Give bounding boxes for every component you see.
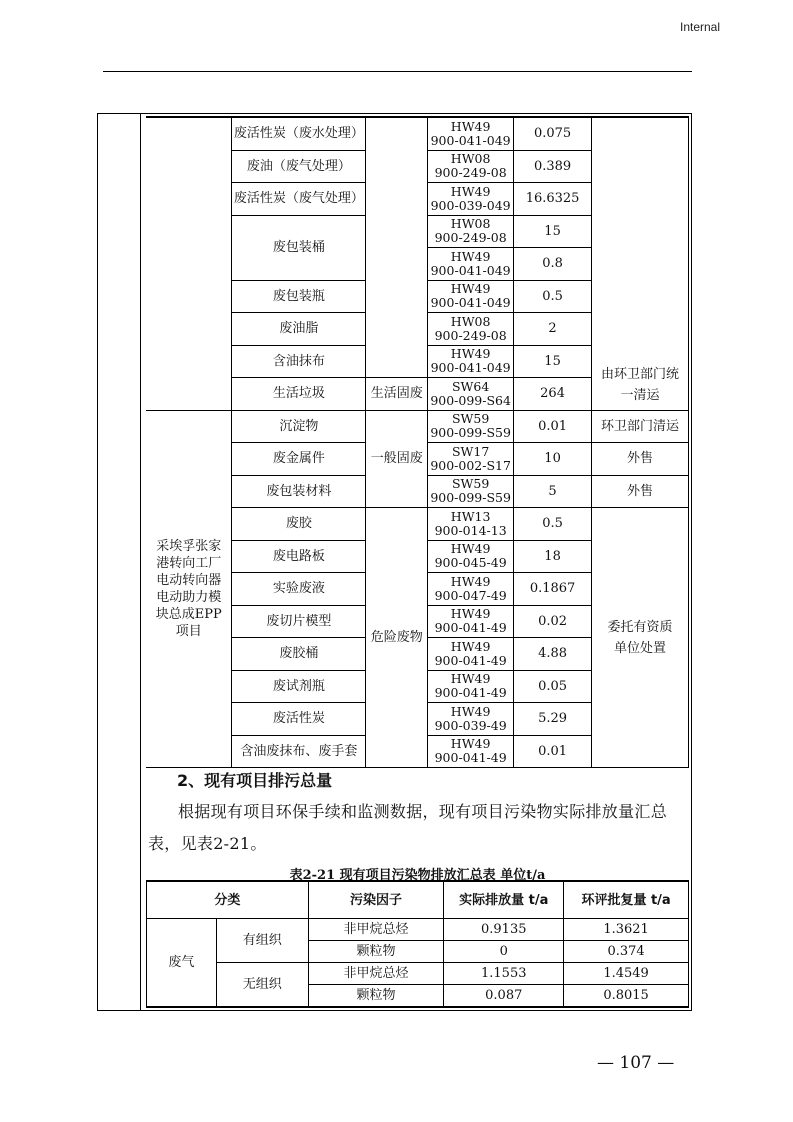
amount-cell: 5.29 [514, 703, 592, 736]
waste-code-line: 900-041-049 [430, 262, 511, 278]
waste-name-cell: 废包装桶 [232, 215, 366, 280]
header-factor: 污染因子 [308, 881, 444, 919]
waste-name-cell: 废油（废气处理） [232, 150, 366, 183]
amount-cell: 0.075 [514, 117, 592, 150]
emission-header-row [147, 881, 689, 919]
waste-code-line: 900-045-49 [434, 555, 507, 571]
factor-cell: 非甲烷总烃 [308, 963, 444, 985]
waste-code-cell [428, 410, 514, 443]
disposal-cell: 外售 [592, 475, 689, 508]
waste-code-line: SW59 [451, 411, 490, 427]
waste-code-line: HW49 [450, 183, 491, 199]
waste-code-line: 900-099-S64 [430, 392, 511, 408]
waste-code-cell [428, 117, 514, 150]
section-title: 2、现有项目排污总量 [177, 771, 333, 790]
waste-code-cell [428, 443, 514, 476]
waste-code-line: 900-041-49 [434, 750, 507, 766]
waste-code-line: HW49 [450, 346, 491, 362]
emission-table-title: 表2-21 现有项目污染物排放汇总表 单位t/a [289, 868, 546, 883]
category-cell-blank [366, 117, 428, 378]
amount-cell: 0.01 [514, 410, 592, 443]
waste-code-line: 900-039-49 [434, 717, 507, 733]
waste-code-line: 900-249-08 [434, 230, 507, 246]
actual-cell: 0.087 [444, 985, 564, 1008]
header-approved: 环评批复量 t/a [564, 881, 689, 919]
factor-cell: 颗粒物 [308, 941, 444, 963]
category-cell: 一般固废 [366, 410, 428, 508]
classification-label: Internal [680, 20, 721, 34]
waste-name-cell: 含油抹布 [232, 345, 366, 378]
waste-name-cell: 生活垃圾 [232, 378, 366, 411]
waste-code-line: 900-039-049 [430, 197, 511, 213]
approved-cell: 0.8015 [564, 985, 689, 1008]
amount-cell: 0.01 [514, 735, 592, 768]
amount-cell: 5 [514, 475, 592, 508]
project-cell-blank [146, 117, 232, 410]
amount-cell: 264 [514, 378, 592, 411]
waste-code-line: HW08 [450, 216, 491, 232]
waste-code-cell [428, 313, 514, 346]
waste-code-cell [428, 573, 514, 606]
approved-cell: 0.374 [564, 941, 689, 963]
waste-code-cell [428, 378, 514, 411]
waste-name-cell: 实验废液 [232, 573, 366, 606]
amount-cell: 0.5 [514, 508, 592, 541]
section-paragraph: 根据现有项目环保手续和监测数据，现有项目污染物实际排放量汇总表，见表2-21。 [148, 802, 668, 853]
table-row [146, 410, 689, 443]
disposal-cell: 委托有资质单位处置 [592, 508, 689, 768]
disposal-cell: 外售 [592, 443, 689, 476]
waste-code-line: HW49 [450, 638, 491, 654]
factor-cell: 非甲烷总烃 [308, 919, 444, 941]
waste-name-cell: 废切片模型 [232, 605, 366, 638]
solid-waste-table [146, 116, 689, 768]
waste-name-cell: 含油废抹布、废手套 [232, 735, 366, 768]
waste-code-line: HW49 [450, 606, 491, 622]
amount-cell: 4.88 [514, 638, 592, 671]
waste-code-cell [428, 670, 514, 703]
category-cell: 生活固废 [366, 378, 428, 411]
waste-code-cell [428, 475, 514, 508]
amount-cell: 18 [514, 540, 592, 573]
waste-code-line: 900-041-049 [430, 295, 511, 311]
waste-name-cell: 废包装瓶 [232, 280, 366, 313]
amount-cell: 2 [514, 313, 592, 346]
table-row [147, 919, 689, 941]
waste-code-cell [428, 248, 514, 281]
waste-code-cell [428, 150, 514, 183]
amount-cell: 0.05 [514, 670, 592, 703]
amount-cell: 16.6325 [514, 183, 592, 216]
waste-code-line: 900-249-08 [434, 165, 507, 181]
waste-code-line: 900-014-13 [434, 522, 507, 538]
waste-code-line: 900-099-S59 [430, 490, 511, 506]
table-row [147, 963, 689, 985]
disposal-cell: 环卫部门清运 [592, 410, 689, 443]
waste-code-cell [428, 703, 514, 736]
waste-name-cell: 废活性炭（废水处理） [232, 117, 366, 150]
waste-name-cell: 废试剂瓶 [232, 670, 366, 703]
waste-code-line: 900-047-49 [434, 587, 507, 603]
waste-code-line: HW49 [450, 541, 491, 557]
waste-name-cell: 废电路板 [232, 540, 366, 573]
waste-code-line: 900-099-S59 [430, 425, 511, 441]
waste-name-cell: 废包装材料 [232, 475, 366, 508]
waste-code-line: 900-041-49 [434, 652, 507, 668]
waste-code-line: HW08 [450, 151, 491, 167]
waste-code-line: 900-249-08 [434, 327, 507, 343]
subcategory-cell: 有组织 [216, 919, 308, 963]
header-actual: 实际排放量 t/a [444, 881, 564, 919]
waste-code-cell [428, 183, 514, 216]
subcategory-cell: 无组织 [216, 963, 308, 1008]
waste-code-line: HW49 [450, 703, 491, 719]
waste-code-line: HW08 [450, 313, 491, 329]
amount-cell: 15 [514, 215, 592, 248]
waste-code-cell [428, 508, 514, 541]
category-cell: 危险废物 [366, 508, 428, 768]
amount-cell: 0.1867 [514, 573, 592, 606]
amount-cell: 0.389 [514, 150, 592, 183]
waste-code-cell [428, 735, 514, 768]
waste-code-line: HW49 [450, 248, 491, 264]
waste-code-line: HW49 [450, 118, 491, 134]
waste-name-cell: 废金属件 [232, 443, 366, 476]
waste-name-cell: 废活性炭（废气处理） [232, 183, 366, 216]
waste-code-cell [428, 638, 514, 671]
waste-code-cell [428, 540, 514, 573]
waste-code-line: SW17 [451, 443, 490, 459]
project-name-cell: 采埃孚张家港转向工厂电动转向器电动助力模块总成EPP项目 [146, 410, 232, 768]
waste-name-cell: 废油脂 [232, 313, 366, 346]
table-row [146, 117, 689, 150]
waste-code-line: 900-041-49 [434, 685, 507, 701]
disposal-cell: 由环卫部门统一清运 [592, 117, 689, 410]
waste-code-line: 900-041-049 [430, 360, 511, 376]
waste-code-cell [428, 215, 514, 248]
waste-code-line: SW59 [451, 476, 490, 492]
header-category: 分类 [147, 881, 309, 919]
waste-code-cell [428, 280, 514, 313]
page-number: — 107 — [597, 1053, 675, 1073]
waste-code-line: 900-041-49 [434, 620, 507, 636]
waste-code-line: HW49 [450, 736, 491, 752]
waste-code-cell [428, 345, 514, 378]
waste-code-cell [428, 605, 514, 638]
actual-cell: 1.1553 [444, 963, 564, 985]
waste-code-line: HW49 [450, 281, 491, 297]
amount-cell: 15 [514, 345, 592, 378]
amount-cell: 10 [514, 443, 592, 476]
approved-cell: 1.3621 [564, 919, 689, 941]
waste-code-line: 900-002-S17 [430, 457, 511, 473]
waste-name-cell: 废胶 [232, 508, 366, 541]
amount-cell: 0.02 [514, 605, 592, 638]
header-rule [103, 71, 692, 72]
approved-cell: 1.4549 [564, 963, 689, 985]
actual-cell: 0.9135 [444, 919, 564, 941]
waste-name-cell: 废活性炭 [232, 703, 366, 736]
category-cell: 废气 [147, 919, 217, 1008]
factor-cell: 颗粒物 [308, 985, 444, 1008]
waste-code-line: HW49 [450, 671, 491, 687]
emission-summary-table [146, 880, 689, 1008]
waste-code-line: SW64 [451, 378, 490, 394]
amount-cell: 0.5 [514, 280, 592, 313]
amount-cell: 0.8 [514, 248, 592, 281]
waste-code-line: 900-041-049 [430, 132, 511, 148]
waste-name-cell: 沉淀物 [232, 410, 366, 443]
frame-inner-rule [140, 113, 141, 1011]
waste-code-line: HW49 [450, 573, 491, 589]
waste-name-cell: 废胶桶 [232, 638, 366, 671]
waste-code-line: HW13 [450, 508, 491, 524]
actual-cell: 0 [444, 941, 564, 963]
